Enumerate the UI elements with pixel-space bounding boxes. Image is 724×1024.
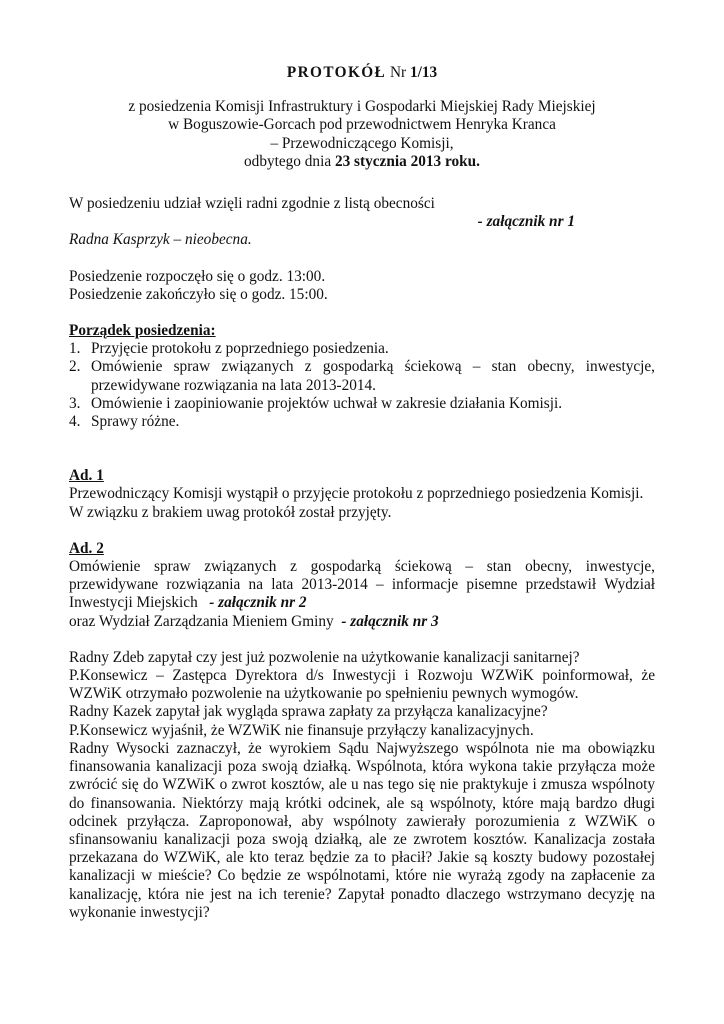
header-line-4 — [69, 153, 655, 171]
discussion-section — [69, 649, 655, 922]
agenda-item-number: 2. — [69, 358, 81, 376]
agenda-item — [69, 395, 655, 413]
title-nr: Nr — [386, 64, 410, 81]
attachment-1: - załącznik nr 1 — [477, 213, 575, 231]
discussion-paragraph: Radny Wysocki zaznaczył, że wyrokiem Sądu Najwyższego wspólnota nie ma obowiązku finansowania kanalizacji poza swoją działką. Wspólnota, która wykona takie przyłącza może zwrócić się do WZWiK o zwrot kosztów, ale u nas tego się nie praktykuje i zmusza wspólnoty do finansowania. Niektórzy mają krótki odcinek, ale są wspólnoty, które mają bardzo długi odcinek przyłącza. Zaproponował, aby wspólnoty zawierały porozumienia z WZWiK o sfinansowaniu kanalizacji poza swoją działką, ale ze zwrotem kosztów. Kanalizacja została przekazana do WZWiK, ale kto teraz będzie za to płacił? Jakie są koszty budowy pozostałej kanalizacji w mieście? Co będzie ze wspólnotami, które nie wyrażą zgody na zapłacenie za kanalizację, która nie jest na ich terenie? Zapytał ponadto dlaczego wstrzymano decyzję na wykonanie inwestycji? — [69, 739, 655, 921]
document-title — [69, 64, 655, 82]
end-time: Posiedzenie zakończyło się o godz. 15:00. — [69, 285, 328, 303]
agenda-item-text: Omówienie i zaopiniowanie projektów uchwał w zakresie działania Komisji. — [91, 394, 563, 412]
title-number: 1/13 — [409, 64, 438, 81]
discussion-paragraph: Radny Zdeb zapytał czy jest już pozwolenie na użytkowanie kanalizacji sanitarnej? — [69, 648, 580, 666]
agenda-item-number: 1. — [69, 340, 81, 358]
agenda-item-text: Przyjęcie protokołu z poprzedniego posiedzenia. — [91, 340, 389, 358]
agenda-section — [69, 322, 655, 431]
agenda-item-number: 4. — [69, 413, 81, 431]
header-line-1: z posiedzenia Komisji Infrastruktury i Gospodarki Miejskiej Rady Miejskiej — [128, 98, 596, 116]
discussion-paragraph: Radny Kazek zapytał jak wygląda sprawa zapłaty za przyłącza kanalizacyjne? — [69, 703, 548, 721]
date-prefix: odbytego dnia — [244, 152, 335, 170]
meeting-date: 23 stycznia 2013 roku. — [334, 152, 480, 170]
agenda-list — [69, 340, 655, 431]
start-time: Posiedzenie rozpoczęło się o godz. 13:00. — [69, 267, 326, 285]
title-word: PROTOKÓŁ — [286, 64, 387, 81]
absent-note: Radna Kasprzyk – nieobecna. — [69, 231, 252, 249]
ad2-heading: Ad. 2 — [69, 539, 104, 557]
ad2-info-text: Omówienie spraw związanych z gospodarką ściekową – stan obecny, inwestycje, przewidywane rozwiązania na lata 2013-2014 – informacje pisemne przedstawił Wydział Inwestycji Miejskich — [69, 558, 655, 612]
header-line-3: – Przewodniczącego Komisji, — [270, 134, 454, 152]
discussion-paragraph: P.Konsewicz wyjaśnił, że WZWiK nie finansuje przyłączy kanalizacyjnych. — [69, 721, 534, 739]
ad2-paragraph-1 — [69, 558, 655, 613]
ad1-paragraph-1: Przewodniczący Komisji wystąpił o przyjęcie protokołu z poprzedniego posiedzenia Komisji. — [69, 485, 644, 503]
agenda-item — [69, 358, 655, 394]
agenda-heading: Porządek posiedzenia: — [69, 322, 216, 340]
ad1-section — [69, 467, 655, 522]
agenda-item — [69, 413, 655, 431]
header-line-2: w Boguszowie-Gorcach pod przewodnictwem Henryka Kranca — [168, 116, 556, 134]
attachment-2: - załącznik nr 2 — [209, 594, 307, 612]
ad1-paragraph-2: W związku z brakiem uwag protokół został przyjęty. — [69, 503, 392, 521]
meeting-header — [69, 98, 655, 171]
attendance-section — [69, 195, 655, 250]
ad1-heading: Ad. 1 — [69, 467, 104, 485]
agenda-item-text: Sprawy różne. — [91, 413, 180, 431]
discussion-paragraph: P.Konsewicz – Zastępca Dyrektora d/s Inwestycji i Rozwoju WZWiK poinformował, że WZWiK otrzymało pozwolenie na użytkowanie po spełnieniu pewnych wymogów. — [69, 667, 655, 703]
ad2-dept-text: oraz Wydział Zarządzania Mieniem Gminy — [69, 612, 334, 630]
attachment-3: - załącznik nr 3 — [341, 612, 439, 630]
ad2-paragraph-2 — [69, 613, 655, 631]
ad2-section — [69, 540, 655, 631]
agenda-item-number: 3. — [69, 394, 81, 412]
attendance-text: W posiedzeniu udział wzięli radni zgodnie z listą obecności — [69, 195, 435, 213]
agenda-item-text: Omówienie spraw związanych z gospodarką ściekową – stan obecny, inwestycje, przewidywane rozwiązania na lata 2013-2014. — [91, 358, 655, 394]
agenda-item — [69, 340, 655, 358]
times-section — [69, 268, 655, 304]
